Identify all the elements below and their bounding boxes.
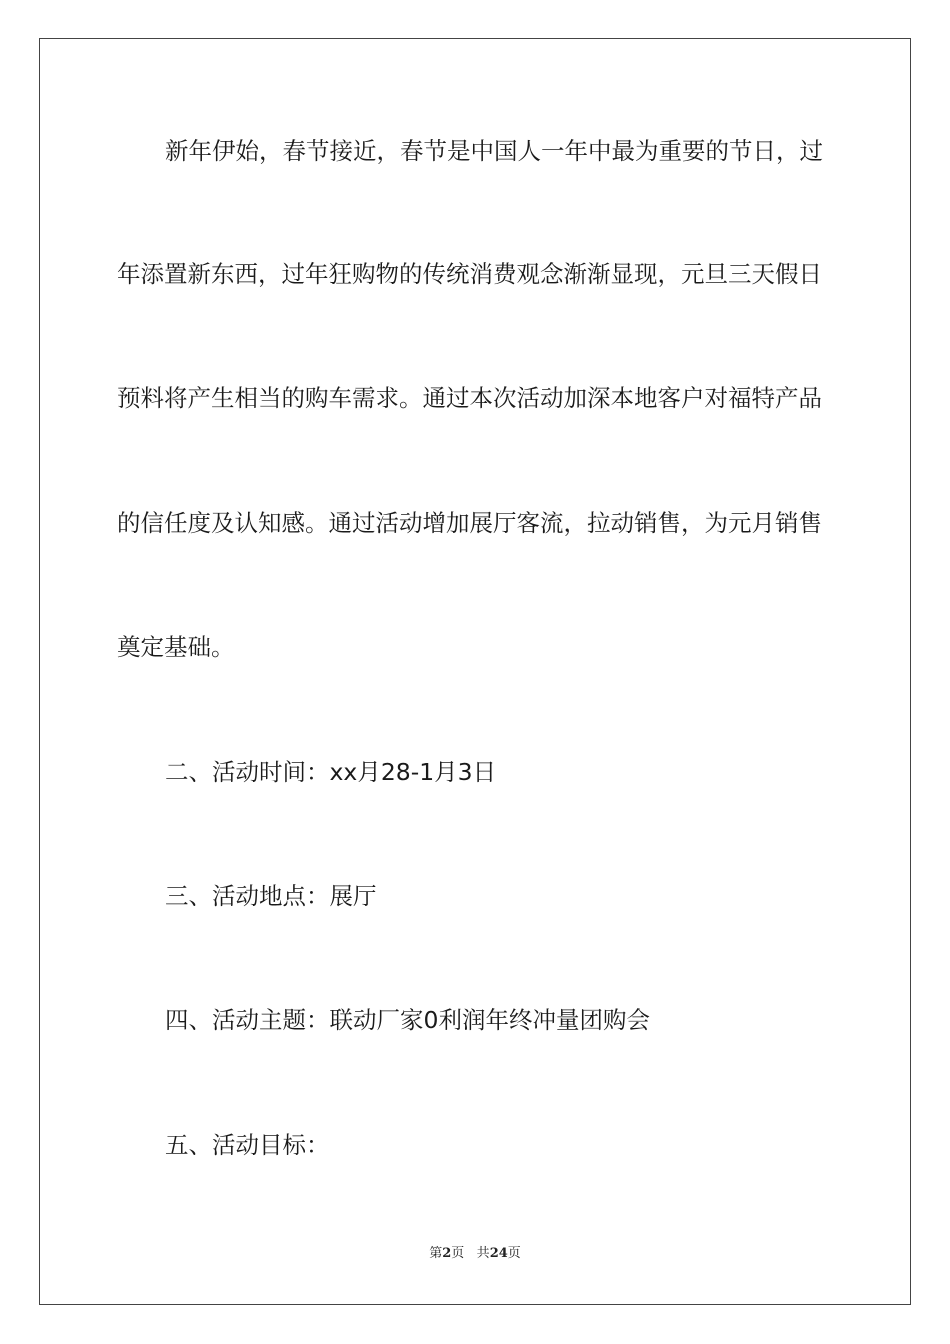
paragraph-line-1: 新年伊始，春节接近，春节是中国人一年中最为重要的节日，过 [165, 137, 823, 165]
page-number: 2 [442, 1246, 452, 1261]
page-prefix: 第 [429, 1246, 443, 1261]
paragraph-line-2: 年添置新东西，过年狂购物的传统消费观念渐渐显现，元旦三天假日 [117, 260, 822, 288]
page-footer [0, 1244, 950, 1264]
total-prefix: 共 [476, 1246, 490, 1261]
page-border [39, 38, 911, 1305]
total-suffix: 页 [507, 1246, 521, 1261]
paragraph-line-4: 的信任度及认知感。通过活动增加展厅客流，拉动销售，为元月销售 [117, 509, 822, 537]
section-activity-theme: 四、活动主题：联动厂家0利润年终冲量团购会 [165, 1006, 650, 1034]
paragraph-line-3: 预料将产生相当的购车需求。通过本次活动加深本地客户对福特产品 [117, 384, 822, 412]
page-suffix: 页 [451, 1246, 465, 1261]
section-activity-time: 二、活动时间：xx月28-1月3日 [165, 758, 497, 786]
paragraph-line-5: 奠定基础。 [117, 633, 235, 661]
total-pages: 24 [489, 1246, 508, 1261]
section-activity-goal: 五、活动目标： [165, 1131, 330, 1159]
section-activity-location: 三、活动地点：展厅 [165, 882, 377, 910]
